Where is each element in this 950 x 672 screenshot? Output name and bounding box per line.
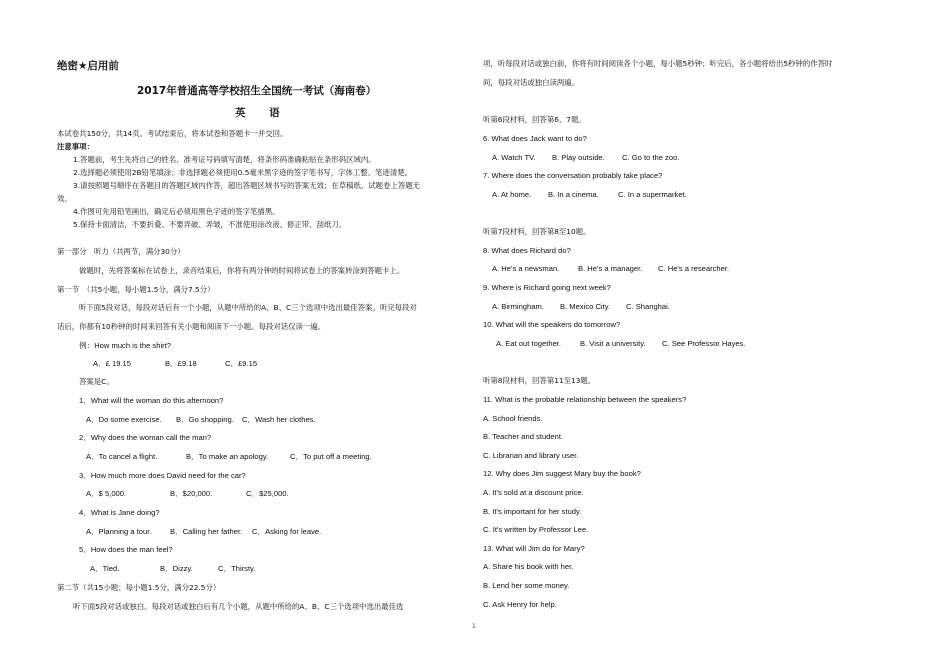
option: A．£ 19.15 (93, 359, 131, 368)
option: A. Watch TV. (492, 153, 536, 162)
notice-item: 2.选择题必须使用2B铅笔填涂；非选择题必须使用0.5毫米黑字迹的签字笔书写，字体工整、笔迹清楚。 (73, 168, 412, 177)
section2-instruction: 间，每段对话或独白读两遍。 (483, 78, 580, 87)
question-options (86, 526, 321, 537)
question-options (86, 488, 289, 499)
option: B. In a cinema. (548, 190, 599, 199)
option: C．Asking for leave. (252, 527, 322, 536)
notice-item: 3.请按照题号顺序在各题目的答题区域内作答，超出答题区域书写的答案无效；在草稿纸、试题卷上答题无 (73, 181, 421, 190)
confidential-label: 绝密★启用前 (57, 60, 119, 72)
example-options (93, 358, 257, 369)
option: B．Calling her father. (170, 527, 243, 536)
option: C. In a supermarket. (618, 190, 687, 199)
question: 7. Where does the conversation probably take place? (483, 171, 663, 180)
question: 8. What does Richard do? (483, 246, 571, 255)
question: 13. What will Jim do for Mary? (483, 544, 585, 553)
section2-instruction: 项，听每段对话或独白前，你将有时间阅读各个小题，每小题5秒钟；听完后，各小题将给出5秒钟的作答时 (483, 59, 833, 68)
question-options (86, 414, 316, 425)
option: A. He's a newsman. (492, 264, 560, 273)
example-question (79, 340, 171, 351)
section1-instruction: 话后，你都有10秒钟的时间来回答有关小题和阅读下一小题。每段对话仅读一遍。 (57, 322, 326, 331)
question: 10. What will the speakers do tomorrow? (483, 320, 621, 329)
question: 9. Where is Richard going next week? (483, 283, 611, 292)
option: A. Birmingham. (492, 302, 544, 311)
option: A. School friends. (483, 414, 543, 423)
option: A. Share his book with her. (483, 562, 574, 571)
option: C. Ask Henry for help. (483, 600, 557, 609)
notice-item: 5.保持卡面清洁，不要折叠、不要弄破、弄皱，不准使用涂改液、修正带、刮纸刀。 (73, 220, 347, 229)
example-text: How much is the shirt? (94, 341, 171, 350)
option: B．To make an apology. (186, 452, 269, 461)
section1-instruction: 听下面5段对话，每段对话后有一个小题，从题中所给的A、B、C三个选项中选出最佳答案。听完每段对 (79, 303, 417, 312)
section2-title: 第二节（共15小题；每小题1.5分，满分22.5分） (57, 583, 221, 592)
question: 11. What is the probable relationship between the speakers? (483, 395, 687, 404)
exam-intro: 本试卷共150分，共14页。考试结束后，将本试卷和答题卡一并交回。 (57, 129, 288, 138)
question-options (492, 152, 679, 163)
option: B. Mexico City. (560, 302, 611, 311)
option: B．£9.18 (165, 359, 197, 368)
option: B. Visit a university. (580, 339, 646, 348)
option: C. Go to the zoo. (622, 153, 680, 162)
subject-title: 英 语 (235, 107, 290, 119)
question-options (492, 263, 729, 274)
notice-label: 注意事项： (57, 142, 94, 151)
option: A．Tied. (90, 564, 120, 573)
option: B．$20,000. (170, 489, 213, 498)
option: A．Planning a tour. (86, 527, 152, 536)
option: C．To put off a meeting. (290, 452, 372, 461)
notice-item: 效。 (57, 194, 72, 203)
example-label: 例： (79, 341, 95, 350)
page-number: 1 (472, 623, 476, 630)
option: A. At home. (492, 190, 532, 199)
question: 5．How does the man feel? (79, 545, 173, 554)
option: C．£9.15 (225, 359, 258, 368)
option: C. He's a researcher. (658, 264, 730, 273)
question: 12. Why does Jim suggest Mary buy the book? (483, 469, 641, 478)
part1-instruction: 做题时，先将答案标在试卷上，录音结束后，你将有两分钟的时间将试卷上的答案转涂到答题卡上。 (79, 266, 405, 275)
option: B．Dizzy. (160, 564, 193, 573)
exam-title: 2017年普通高等学校招生全国统一考试（海南卷） (137, 85, 377, 97)
question-options (492, 301, 670, 312)
question-options (86, 451, 372, 462)
option: B. He's a manager. (578, 264, 643, 273)
material-heading: 听第7段材料，回答第8至10题。 (483, 227, 591, 236)
question: 1．What will the woman do this afternoon? (79, 396, 224, 405)
question: 6. What does Jack want to do? (483, 134, 587, 143)
notice-item: 4.作图可先用铅笔画出，确定后必须用黑色字迹的签字笔描黑。 (73, 207, 280, 216)
option: B. Play outside. (552, 153, 605, 162)
question-options (90, 563, 255, 574)
material-heading: 听第6段材料，回答第6、7题。 (483, 115, 586, 124)
option: C. Librarian and library user. (483, 451, 579, 460)
option: A．Do some exercise. (86, 415, 162, 424)
part1-title: 第一部分 听力（共两节，满分30分） (57, 247, 185, 256)
option: A. Eat out together. (496, 339, 562, 348)
option: A. It's sold at a discount price. (483, 488, 584, 497)
notice-item: 1.答题前，考生先将自己的姓名、准考证号码填写清楚，将条形码准确粘贴在条形码区域内。 (73, 155, 376, 164)
example-answer: 答案是C。 (79, 377, 114, 386)
option: A．$ 5,000. (86, 489, 127, 498)
option: C. It's written by Professor Lee. (483, 525, 589, 534)
question: 2．Why does the woman call the man? (79, 433, 212, 442)
option: B. It's important for her study. (483, 507, 582, 516)
option: C．Thirsty. (218, 564, 256, 573)
option: B. Teacher and student. (483, 432, 564, 441)
option: C．Wash her clothes. (242, 415, 316, 424)
section2-instruction: 听下面5段对话或独白。每段对话或独白后有几个小题，从题中所给的A、B、C三个选项中选出最佳选 (73, 602, 404, 611)
option: C. See Professor Hayes. (662, 339, 746, 348)
question: 3．How much more does David need for the car? (79, 471, 246, 480)
question-options (496, 338, 746, 349)
option: B．Go shopping. (176, 415, 234, 424)
material-heading: 听第8段材料，回答第11至13题。 (483, 376, 596, 385)
option: C．$25,000. (246, 489, 289, 498)
section1-title: 第一节 （共5小题，每小题1.5分，满分7.5分） (57, 285, 215, 294)
question: 4．What is Jane doing? (79, 508, 160, 517)
option: B. Lend her some money. (483, 581, 570, 590)
question-options (492, 189, 687, 200)
option: A．To cancel a flight. (86, 452, 158, 461)
option: C. Shanghai. (626, 302, 670, 311)
